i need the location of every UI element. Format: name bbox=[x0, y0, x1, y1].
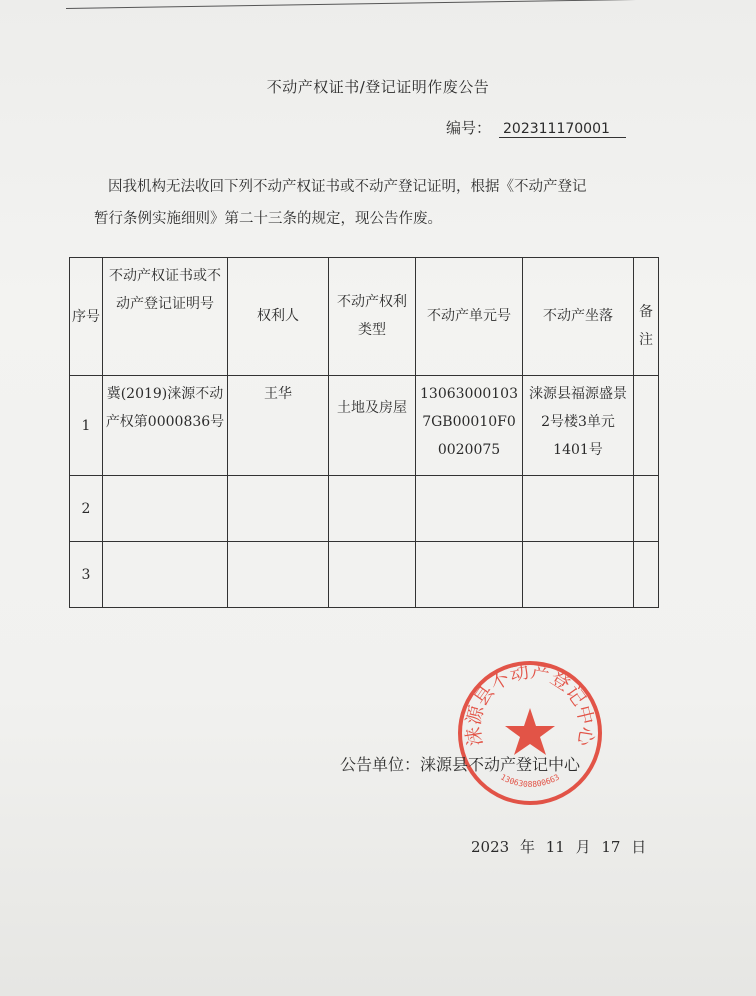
row-remark bbox=[634, 542, 659, 608]
table-row bbox=[70, 476, 659, 542]
row-unit bbox=[416, 476, 523, 542]
seal-text: 涞源县不动产登记中心 bbox=[462, 660, 598, 748]
intro-paragraph bbox=[94, 171, 674, 235]
row-cert: 冀(2019)涞源不动产权第0000836号 bbox=[103, 376, 228, 476]
header-location: 不动产坐落 bbox=[523, 258, 634, 376]
seal-star-icon bbox=[505, 708, 555, 755]
serial-label: 编号： bbox=[446, 119, 492, 137]
seal-code: 1306308800663 bbox=[499, 772, 561, 789]
row-location bbox=[523, 476, 634, 542]
header-type: 不动产权利类型 bbox=[329, 258, 416, 376]
top-edge-line bbox=[66, 0, 756, 9]
intro-line-2: 暂行条例实施细则》第二十三条的规定，现公告作废。 bbox=[94, 211, 442, 227]
serial-value: 202311170001 bbox=[499, 121, 626, 138]
header-unit: 不动产单元号 bbox=[416, 258, 523, 376]
notice-date: 2023 年 11 月 17 日 bbox=[471, 838, 647, 856]
table-header-row bbox=[70, 258, 659, 376]
row-location bbox=[523, 542, 634, 608]
row-unit bbox=[416, 542, 523, 608]
row-no: 1 bbox=[70, 376, 103, 476]
header-remark: 备注 bbox=[634, 258, 659, 376]
row-type bbox=[329, 476, 416, 542]
row-unit: 130630001037GB00010F00020075 bbox=[416, 376, 523, 476]
row-holder: 王华 bbox=[228, 376, 329, 476]
row-holder bbox=[228, 542, 329, 608]
row-no: 3 bbox=[70, 542, 103, 608]
cancelled-certificates-table bbox=[69, 257, 659, 608]
row-remark bbox=[634, 376, 659, 476]
row-remark bbox=[634, 476, 659, 542]
table-row bbox=[70, 542, 659, 608]
notice-title: 不动产权证书/登记证明作废公告 bbox=[266, 78, 490, 96]
row-location: 涞源县福源盛景2号楼3单元1401号 bbox=[523, 376, 634, 476]
row-cert bbox=[103, 542, 228, 608]
row-no: 2 bbox=[70, 476, 103, 542]
announcing-unit: 公告单位：涞源县不动产登记中心 bbox=[340, 755, 581, 774]
row-cert bbox=[103, 476, 228, 542]
serial-number bbox=[446, 117, 626, 138]
table-row bbox=[70, 376, 659, 476]
header-holder: 权利人 bbox=[228, 258, 329, 376]
row-type: 土地及房屋 bbox=[329, 376, 416, 476]
row-holder bbox=[228, 476, 329, 542]
header-cert: 不动产权证书或不动产登记证明号 bbox=[103, 258, 228, 376]
header-no: 序号 bbox=[70, 258, 103, 376]
intro-line-1: 因我机构无法收回下列不动产权证书或不动产登记证明，根据《不动产登记 bbox=[108, 179, 587, 195]
row-type bbox=[329, 542, 416, 608]
official-seal bbox=[455, 658, 605, 808]
